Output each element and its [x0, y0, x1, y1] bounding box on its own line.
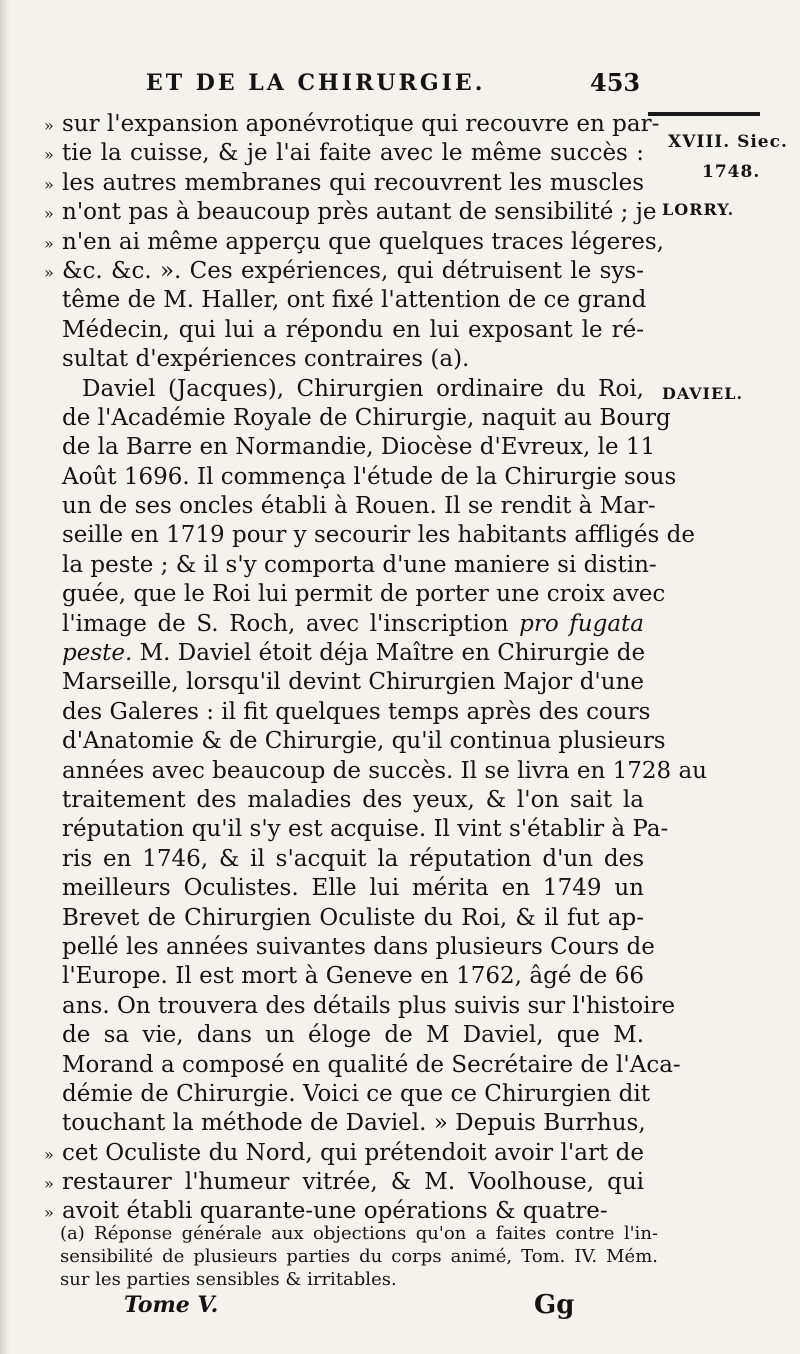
- text-line: [44, 375, 644, 404]
- text-line: [44, 698, 651, 727]
- line-text: Morand a composé en qualité de Secrétaire de l'Aca-: [62, 1051, 681, 1078]
- margin-note-daviel: DAVIEL.: [662, 384, 744, 403]
- text-line: [44, 668, 644, 697]
- margin-note-year: 1748.: [702, 162, 761, 182]
- running-head: ET DE LA CHIRURGIE.: [146, 70, 486, 96]
- line-text: meilleurs Oculistes. Elle lui mérita en 1749 un: [62, 875, 644, 902]
- line-text: pellé les années suivantes dans plusieurs Cours de: [62, 933, 655, 960]
- line-text: seille en 1719 pour y secourir les habitants affligés de: [62, 522, 695, 549]
- quote-mark: »: [44, 145, 54, 165]
- text-line: [44, 286, 647, 315]
- line-text: cet Oculiste du Nord, qui prétendoit avoir l'art de: [62, 1139, 644, 1166]
- quote-mark: »: [44, 1144, 54, 1164]
- line-text: l'Europe. Il est mort à Geneve en 1762, âgé de 66: [62, 963, 644, 990]
- margin-note-lorry: LORRY.: [662, 200, 735, 219]
- line-text: de la Barre en Normandie, Diocèse d'Evreux, le 11: [62, 434, 656, 461]
- text-line: [44, 1080, 650, 1109]
- line-text: n'ont pas à beaucoup près autant de sensibilité ; je: [62, 199, 657, 226]
- line-text: les autres membranes qui recouvrent les muscles: [62, 169, 644, 196]
- line-text: Daviel (Jacques), Chirurgien ordinaire du Roi,: [82, 375, 644, 402]
- line-text: Août 1696. Il commença l'étude de la Chirurgie sous: [62, 463, 677, 490]
- line-text: &c. &c. ». Ces expériences, qui détruisent le sys-: [62, 257, 644, 284]
- line-text: Médecin, qui lui a répondu en lui exposant le ré-: [62, 316, 644, 343]
- quote-mark: »: [44, 1203, 54, 1223]
- line-text: d'Anatomie & de Chirurgie, qu'il continua plusieurs: [62, 728, 666, 755]
- line-text: la peste ; & il s'y comporta d'une maniere si distin-: [62, 551, 657, 578]
- line-text: ans. On trouvera des détails plus suivis sur l'histoire: [62, 992, 676, 1019]
- quote-mark: »: [44, 1174, 54, 1194]
- line-text: n'en ai même apperçu que quelques traces légeres,: [62, 228, 664, 255]
- line-text: sur l'expansion aponévrotique qui recouvre en par-: [62, 111, 660, 137]
- line-text: Marseille, lorsqu'il devint Chirurgien Major d'une: [62, 669, 644, 696]
- text-line: [44, 786, 644, 815]
- quote-mark: »: [44, 116, 54, 135]
- text-line: [44, 316, 644, 345]
- text-line: [44, 433, 656, 462]
- line-text: traitement des maladies des yeux, & l'on sait la: [62, 786, 644, 813]
- text-line: [44, 610, 644, 639]
- signature-volume: Tome V.: [124, 1292, 219, 1318]
- text-line: [44, 1139, 644, 1168]
- quote-mark: »: [44, 233, 54, 253]
- text-line: [44, 845, 644, 874]
- text-line: [44, 815, 669, 844]
- text-line: [44, 874, 644, 903]
- text-line: [44, 639, 644, 668]
- text-line: [44, 169, 644, 198]
- text-line: [44, 1021, 644, 1050]
- text-line: [44, 1168, 644, 1197]
- text-line: [44, 1051, 681, 1080]
- text-line: [44, 933, 655, 962]
- signature-mark: Gg: [534, 1290, 575, 1320]
- text-line: [44, 992, 676, 1021]
- text-line: [44, 727, 666, 756]
- line-text: années avec beaucoup de succès. Il se livra en 1728 au: [62, 757, 707, 784]
- text-line: [44, 521, 695, 550]
- line-text: démie de Chirurgie. Voici ce que ce Chirurgien dit: [62, 1080, 650, 1107]
- text-line: [44, 551, 657, 580]
- text-line: [44, 962, 644, 991]
- line-text: un de ses oncles établi à Rouen. Il se rendit à Mar-: [62, 493, 656, 520]
- line-text: touchant la méthode de Daviel. » Depuis Burrhus,: [62, 1110, 646, 1137]
- line-text: peste. M. Daviel étoit déja Maître en Chirurgie de: [62, 640, 646, 667]
- line-text: Brevet de Chirurgien Oculiste du Roi, & il fut ap-: [62, 904, 644, 931]
- line-text: avoit établi quarante-une opérations & quatre-: [62, 1198, 608, 1225]
- line-text: restaurer l'humeur vitrée, & M. Voolhouse, qui: [62, 1169, 644, 1196]
- margin-note-century: XVIII. Siec.: [668, 132, 788, 152]
- quote-mark: »: [44, 204, 54, 224]
- line-text: réputation qu'il s'y est acquise. Il vint s'établir à Pa-: [62, 816, 669, 843]
- text-line: [44, 228, 664, 257]
- text-line: [44, 904, 644, 933]
- line-text: de sa vie, dans un éloge de M Daviel, que M.: [62, 1022, 644, 1049]
- page-number: 453: [590, 68, 641, 97]
- line-text: sultat d'expériences contraires (a).: [62, 346, 470, 373]
- footnotes: [60, 1222, 658, 1291]
- text-line: [44, 345, 644, 374]
- text-line: [44, 463, 677, 492]
- margin-rule: [648, 112, 760, 116]
- text-line: [44, 757, 707, 786]
- line-text: des Galeres : il fit quelques temps après des cours: [62, 698, 651, 725]
- footnote-line: sur les parties sensibles & irritables.: [60, 1269, 397, 1290]
- text-line: [44, 110, 660, 139]
- line-text: tie la cuisse, & je l'ai faite avec le même succès :: [62, 140, 644, 167]
- quote-mark: »: [44, 174, 54, 194]
- text-line: [44, 1109, 644, 1138]
- quote-mark: »: [44, 262, 54, 282]
- line-text: guée, que le Roi lui permit de porter une croix avec: [62, 581, 666, 608]
- text-line: [44, 198, 657, 227]
- line-text: tême de M. Haller, ont fixé l'attention de ce grand: [62, 287, 647, 314]
- line-text: l'image de S. Roch, avec l'inscription pro fugata: [62, 610, 644, 637]
- line-text: ris en 1746, & il s'acquit la réputation d'un des: [62, 845, 644, 872]
- line-text: de l'Académie Royale de Chirurgie, naquit au Bourg: [62, 404, 671, 431]
- page-edge-shadow: [0, 0, 10, 1354]
- text-line: [44, 492, 656, 521]
- text-line: [44, 257, 644, 286]
- text-line: [44, 404, 671, 433]
- footnote-line: (a) Réponse générale aux objections qu'on a faites contre l'in-: [60, 1223, 658, 1244]
- text-line: [44, 139, 644, 168]
- text-line: [44, 580, 666, 609]
- footnote-line: sensibilité de plusieurs parties du corps animé, Tom. IV. Mém.: [60, 1246, 658, 1267]
